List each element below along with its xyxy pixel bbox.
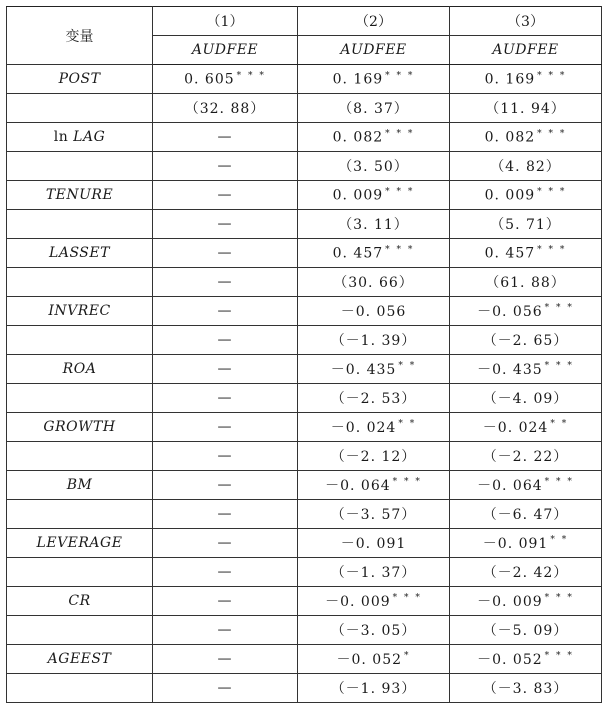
significance-stars: * * * [544, 651, 574, 662]
coef-value: — [217, 245, 233, 261]
significance-stars: * * [398, 419, 417, 430]
coef-cell [450, 587, 602, 616]
empty-variable-cell [7, 500, 153, 529]
t-stat-cell: — [153, 268, 298, 297]
t-stat-cell: （－2. 12） [298, 442, 450, 471]
significance-stars: * * * [236, 70, 266, 81]
coef-value: — [217, 535, 233, 551]
coef-cell [450, 239, 602, 268]
coef-cell [153, 123, 298, 152]
variable-name: LAG [73, 129, 106, 145]
coef-value: — [217, 651, 233, 667]
regression-table [6, 6, 602, 703]
coef-cell [450, 413, 602, 442]
coef-value: －0. 009 [477, 594, 543, 610]
significance-stars: * * * [385, 128, 415, 139]
variable-cell [7, 587, 153, 616]
coef-cell [298, 645, 450, 674]
variable-cell [7, 297, 153, 326]
coef-value: 0. 605 [184, 71, 235, 88]
coef-value: －0. 091 [340, 536, 407, 552]
coef-value: 0. 169 [484, 71, 536, 88]
significance-stars: * * * [537, 244, 567, 255]
t-stat-cell: （－1. 93） [298, 674, 450, 703]
variable-cell [7, 239, 153, 268]
coef-value: 0. 082 [332, 129, 384, 146]
coef-row [7, 123, 602, 152]
t-stat-row [7, 94, 602, 123]
variable-cell [7, 65, 153, 94]
col-number-3: （3） [450, 7, 602, 36]
coef-row [7, 471, 602, 500]
variable-cell [7, 645, 153, 674]
coef-value: －0. 435 [477, 362, 543, 378]
coef-cell [153, 413, 298, 442]
t-stat-row [7, 384, 602, 413]
significance-stars: * [404, 651, 411, 662]
t-stat-cell: （－2. 53） [298, 384, 450, 413]
coef-value: 0. 009 [332, 187, 384, 204]
significance-stars: * * * [392, 593, 422, 604]
variable-header: 变量 [7, 7, 153, 65]
t-stat-cell: （－3. 57） [298, 500, 450, 529]
col-number-1: （1） [153, 7, 298, 36]
variable-prefix: ln [53, 129, 74, 145]
significance-stars: * * * [537, 128, 567, 139]
coef-cell [450, 355, 602, 384]
coef-value: －0. 052 [336, 652, 403, 668]
coef-row [7, 181, 602, 210]
variable-name: LEVERAGE [36, 535, 123, 551]
coef-cell [298, 355, 450, 384]
t-stat-cell: （－1. 39） [298, 326, 450, 355]
coef-cell [298, 297, 450, 326]
coef-cell [450, 297, 602, 326]
significance-stars: * * * [544, 593, 574, 604]
coef-cell [298, 181, 450, 210]
t-stat-row [7, 210, 602, 239]
t-stat-cell: （－2. 22） [450, 442, 602, 471]
coef-value: －0. 056 [340, 304, 407, 320]
coef-cell [450, 471, 602, 500]
variable-name: GROWTH [43, 419, 116, 435]
coef-cell [298, 471, 450, 500]
t-stat-row [7, 326, 602, 355]
coef-cell [298, 65, 450, 94]
empty-variable-cell [7, 442, 153, 471]
variable-cell [7, 123, 153, 152]
coef-cell [153, 645, 298, 674]
coef-value: 0. 169 [332, 71, 384, 88]
coef-value: －0. 056 [477, 304, 543, 320]
col-dep-3: AUDFEE [450, 36, 602, 65]
t-stat-row [7, 674, 602, 703]
coef-row [7, 355, 602, 384]
t-stat-cell: （－3. 05） [298, 616, 450, 645]
t-stat-row [7, 500, 602, 529]
coef-value: — [217, 419, 233, 435]
significance-stars: * * * [392, 477, 422, 488]
coef-value: －0. 091 [482, 536, 549, 552]
t-stat-cell: （4. 82） [450, 152, 602, 181]
coef-value: 0. 457 [332, 245, 384, 262]
t-stat-row [7, 152, 602, 181]
coef-value: －0. 024 [330, 420, 397, 436]
coef-cell [153, 529, 298, 558]
t-stat-cell: （61. 88） [450, 268, 602, 297]
empty-variable-cell [7, 210, 153, 239]
significance-stars: * * [398, 361, 417, 372]
coef-row [7, 413, 602, 442]
t-stat-cell: （32. 88） [153, 94, 298, 123]
variable-name: TENURE [45, 187, 114, 203]
variable-name: INVREC [48, 303, 111, 319]
coef-cell [298, 529, 450, 558]
col-number-2: （2） [298, 7, 450, 36]
coef-cell [298, 413, 450, 442]
coef-value: — [217, 477, 233, 493]
empty-variable-cell [7, 152, 153, 181]
variable-name: POST [58, 71, 101, 87]
coef-row [7, 645, 602, 674]
t-stat-cell: — [153, 616, 298, 645]
empty-variable-cell [7, 384, 153, 413]
t-stat-cell: （30. 66） [298, 268, 450, 297]
t-stat-cell: — [153, 210, 298, 239]
coef-value: — [217, 303, 233, 319]
variable-cell [7, 471, 153, 500]
coef-cell [153, 355, 298, 384]
variable-cell [7, 355, 153, 384]
coef-cell [298, 123, 450, 152]
t-stat-row [7, 442, 602, 471]
empty-variable-cell [7, 558, 153, 587]
coef-row [7, 529, 602, 558]
t-stat-cell: （－2. 65） [450, 326, 602, 355]
t-stat-cell: （－6. 47） [450, 500, 602, 529]
coef-cell [450, 645, 602, 674]
empty-variable-cell [7, 268, 153, 297]
t-stat-cell: （11. 94） [450, 94, 602, 123]
variable-name: ROA [62, 361, 97, 377]
coef-value: 0. 082 [484, 129, 536, 146]
t-stat-cell: （－2. 42） [450, 558, 602, 587]
coef-row [7, 65, 602, 94]
coef-value: －0. 009 [325, 594, 391, 610]
coef-cell [153, 239, 298, 268]
significance-stars: * * [550, 419, 569, 430]
significance-stars: * * * [544, 303, 574, 314]
t-stat-cell: — [153, 442, 298, 471]
significance-stars: * * * [544, 361, 574, 372]
t-stat-row [7, 558, 602, 587]
t-stat-cell: （8. 37） [298, 94, 450, 123]
coef-cell [450, 181, 602, 210]
t-stat-cell: （－1. 37） [298, 558, 450, 587]
variable-name: CR [68, 593, 91, 609]
table-body [7, 7, 602, 703]
t-stat-cell: — [153, 500, 298, 529]
variable-cell [7, 181, 153, 210]
significance-stars: * * * [385, 70, 415, 81]
empty-variable-cell [7, 326, 153, 355]
significance-stars: * * * [385, 186, 415, 197]
variable-cell [7, 529, 153, 558]
t-stat-cell: — [153, 674, 298, 703]
significance-stars: * * * [544, 477, 574, 488]
t-stat-cell: （－5. 09） [450, 616, 602, 645]
empty-variable-cell [7, 674, 153, 703]
coef-value: －0. 064 [477, 478, 543, 494]
significance-stars: * * * [537, 70, 567, 81]
empty-variable-cell [7, 616, 153, 645]
t-stat-cell: （3. 11） [298, 210, 450, 239]
coef-value: — [217, 129, 233, 145]
t-stat-row [7, 268, 602, 297]
coef-value: －0. 435 [330, 362, 397, 378]
coef-value: — [217, 361, 233, 377]
variable-cell [7, 413, 153, 442]
significance-stars: * * * [385, 244, 415, 255]
t-stat-cell: — [153, 384, 298, 413]
coef-row [7, 587, 602, 616]
coef-value: －0. 052 [477, 652, 543, 668]
coef-value: 0. 457 [484, 245, 536, 262]
col-dep-1: AUDFEE [153, 36, 298, 65]
t-stat-cell: — [153, 152, 298, 181]
t-stat-cell: — [153, 558, 298, 587]
coef-value: －0. 064 [325, 478, 391, 494]
coef-cell [298, 239, 450, 268]
t-stat-cell: （5. 71） [450, 210, 602, 239]
header-row-numbers [7, 7, 602, 36]
t-stat-cell: （－3. 83） [450, 674, 602, 703]
coef-cell [153, 471, 298, 500]
variable-name: LASSET [49, 245, 110, 261]
t-stat-cell: （3. 50） [298, 152, 450, 181]
coef-cell [153, 587, 298, 616]
coef-value: －0. 024 [482, 420, 549, 436]
coef-row [7, 239, 602, 268]
coef-cell [298, 587, 450, 616]
t-stat-row [7, 616, 602, 645]
coef-cell [450, 123, 602, 152]
significance-stars: * * [550, 535, 569, 546]
coef-cell [450, 65, 602, 94]
t-stat-cell: （－4. 09） [450, 384, 602, 413]
coef-value: — [217, 593, 233, 609]
significance-stars: * * * [537, 186, 567, 197]
coef-value: 0. 009 [484, 187, 536, 204]
coef-cell [153, 65, 298, 94]
empty-variable-cell [7, 94, 153, 123]
t-stat-cell: — [153, 326, 298, 355]
coef-row [7, 297, 602, 326]
coef-cell [153, 297, 298, 326]
variable-name: AGEEST [47, 651, 112, 667]
variable-name: BM [66, 477, 93, 493]
coef-cell [450, 529, 602, 558]
coef-value: — [217, 187, 233, 203]
coef-cell [153, 181, 298, 210]
col-dep-2: AUDFEE [298, 36, 450, 65]
